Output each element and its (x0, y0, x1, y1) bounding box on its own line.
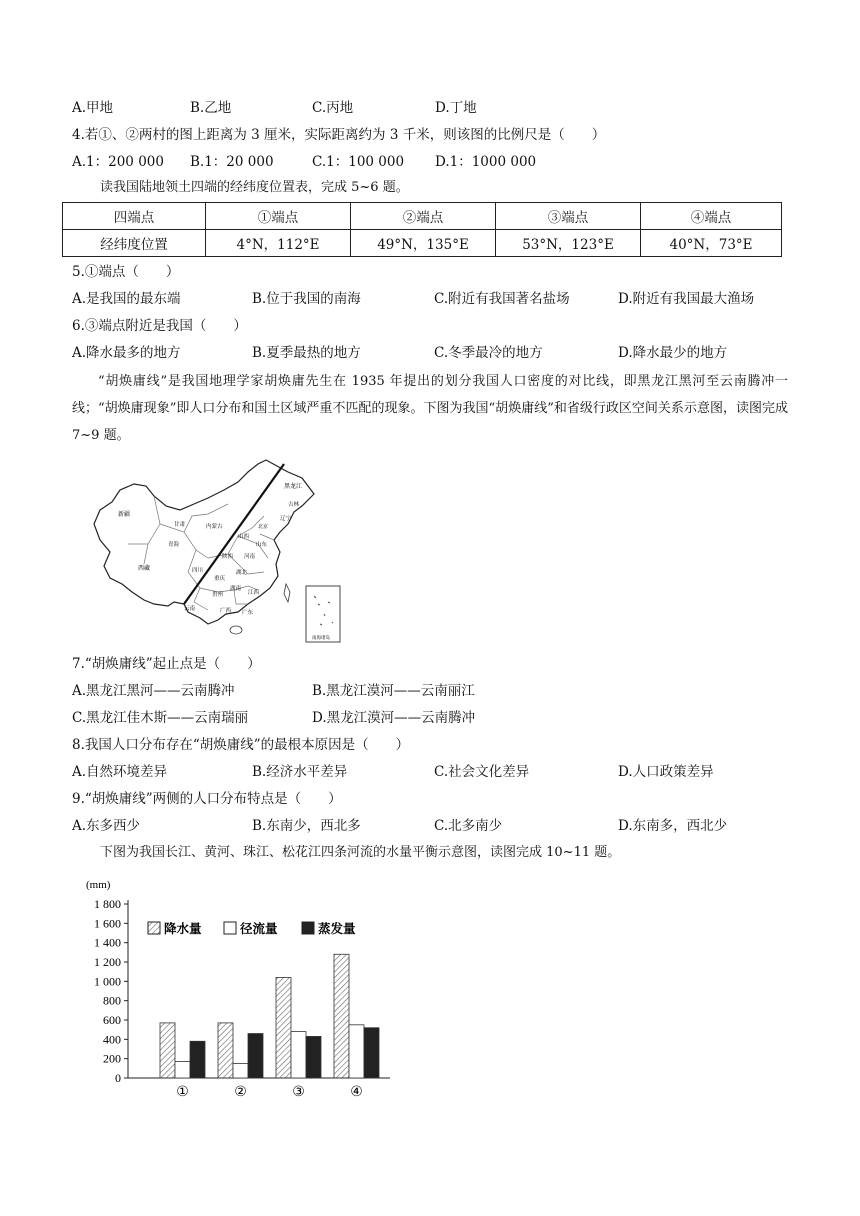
y-tick-label: 1 200 (94, 955, 121, 969)
endpoints-table (62, 202, 782, 257)
table-row (63, 230, 782, 257)
map-label: 湖南 (230, 586, 242, 592)
q9-option-b[interactable]: B.东南少，西北多 (252, 818, 361, 834)
bar-1 (160, 1023, 175, 1078)
q5-stem: 5.①端点（ ） (72, 264, 180, 280)
bar-1 (218, 1023, 233, 1078)
y-tick-label: 1 000 (94, 974, 121, 989)
q5-option-b[interactable]: B.位于我国的南海 (252, 291, 361, 307)
q6-option-c[interactable]: C.冬季最冷的地方 (434, 345, 543, 361)
q8-option-a[interactable]: A.自然环境差异 (72, 764, 168, 780)
bar-2 (233, 1064, 248, 1079)
legend-swatch (224, 922, 236, 934)
q4-option-d[interactable]: D.1：1000 000 (435, 154, 537, 170)
chart-legend (148, 921, 356, 936)
q6-stem: 6.③端点附近是我国（ ） (72, 318, 247, 334)
q9-option-a[interactable]: A.东多西少 (72, 818, 141, 834)
map-label: 山东 (256, 542, 268, 548)
bar-3 (306, 1036, 321, 1078)
q3-option-c[interactable]: C.丙地 (312, 100, 354, 116)
table-header-cell: ④端点 (641, 203, 782, 230)
map-label: 黑龙江 (284, 483, 303, 490)
intro-10-11: 下图为我国长江、黄河、珠江、松花江四条河流的水量平衡示意图，读图完成 10~11 题。 (100, 845, 621, 860)
map-label: 江西 (248, 590, 260, 596)
q8-stem: 8.我国人口分布存在“胡焕庸线”的最根本原因是（ ） (72, 737, 410, 753)
taiwan-island (284, 584, 290, 602)
hainan-island (230, 626, 242, 634)
chart-unit-label: (mm) (86, 879, 111, 891)
y-tick-label: 1 400 (94, 935, 121, 950)
nanhai-inset (306, 586, 340, 642)
bar-1 (276, 977, 291, 1078)
q7-option-a[interactable]: A.黑龙江黑河——云南腾冲 (72, 683, 235, 699)
q4-stem: 4.若①、②两村的图上距离为 3 厘米，实际距离约为 3 千米，则该图的比例尺是（ ） (72, 127, 606, 143)
table-cell: 经纬度位置 (63, 230, 206, 257)
y-tick-label: 800 (103, 993, 121, 1008)
q4-options (72, 152, 772, 172)
bar-2 (175, 1062, 190, 1078)
map-label: 河南 (244, 554, 256, 560)
map-label: 青海 (168, 542, 180, 548)
map-label: 陕西 (222, 554, 234, 560)
map-label: 山西 (238, 534, 250, 540)
bar-3 (364, 1028, 379, 1078)
q7-options-row2 (72, 708, 772, 728)
legend-label: 降水量 (164, 921, 202, 936)
map-label: 辽宁 (280, 516, 292, 522)
legend-label: 径流量 (240, 921, 278, 936)
q3-option-a[interactable]: A.甲地 (72, 100, 114, 116)
q9-options (72, 816, 772, 836)
q9-option-d[interactable]: D.东南多，西北少 (618, 818, 728, 834)
bar-2 (349, 1025, 364, 1078)
map-label: 甘肃 (174, 522, 186, 528)
map-label: 吉林 (288, 502, 300, 508)
q3-option-b[interactable]: B.乙地 (190, 100, 232, 116)
q7-option-b[interactable]: B.黑龙江漠河——云南丽江 (312, 683, 475, 699)
q5-option-d[interactable]: D.附近有我国最大渔场 (618, 291, 755, 307)
q8-option-c[interactable]: C.社会文化差异 (434, 764, 530, 780)
bar-2 (291, 1032, 306, 1078)
q4-option-c[interactable]: C.1：100 000 (312, 154, 405, 170)
q5-options (72, 289, 772, 309)
q7-option-c[interactable]: C.黑龙江佳木斯——云南瑞丽 (72, 710, 249, 726)
y-tick-label: 200 (103, 1051, 121, 1066)
table-header-row (63, 203, 782, 230)
x-tick-label: ④ (350, 1084, 363, 1100)
hu-line-map (88, 454, 342, 646)
y-tick-label: 400 (103, 1032, 121, 1047)
map-label: 北京 (258, 524, 269, 530)
water-balance-chart (72, 872, 402, 1102)
map-label: 重庆 (214, 576, 226, 582)
q6-option-b[interactable]: B.夏季最热的地方 (252, 345, 361, 361)
q3-options (72, 98, 772, 118)
x-tick-label: ① (176, 1084, 189, 1100)
q8-option-b[interactable]: B.经济水平差异 (252, 764, 348, 780)
q7-option-d[interactable]: D.黑龙江漠河——云南腾冲 (312, 710, 476, 726)
q5-option-c[interactable]: C.附近有我国著名盐场 (434, 291, 570, 307)
table-cell: 40°N，73°E (641, 230, 782, 257)
table-header-cell: ③端点 (496, 203, 641, 230)
map-label: 南海诸岛 (312, 636, 330, 641)
q8-option-d[interactable]: D.人口政策差异 (618, 764, 714, 780)
q6-option-a[interactable]: A.降水最多的地方 (72, 345, 181, 361)
q8-options (72, 762, 772, 782)
bar-1 (334, 954, 349, 1078)
map-label: 广西 (220, 608, 232, 614)
q6-option-d[interactable]: D.降水最少的地方 (618, 345, 728, 361)
q9-option-c[interactable]: C.北多南少 (434, 818, 503, 834)
y-tick-label: 1 800 (94, 897, 121, 911)
legend-label: 蒸发量 (318, 921, 356, 936)
table-header-cell: ①端点 (206, 203, 351, 230)
bar-3 (190, 1041, 205, 1078)
map-label: 广东 (242, 610, 254, 616)
x-tick-label: ② (234, 1084, 247, 1100)
table-header-cell: 四端点 (63, 203, 206, 230)
table-cell: 53°N，123°E (496, 230, 641, 257)
q4-option-a[interactable]: A.1：200 000 (72, 154, 164, 170)
map-label: 贵州 (212, 592, 224, 598)
y-tick-label: 1 600 (94, 916, 121, 931)
map-label: 西藏 (138, 565, 151, 572)
table-cell: 4°N，112°E (206, 230, 351, 257)
map-label: 湖北 (236, 570, 248, 576)
map-label: 新疆 (118, 511, 131, 518)
q4-option-b[interactable]: B.1：20 000 (190, 154, 274, 170)
table-header-cell: ②端点 (351, 203, 496, 230)
intro-5-6: 读我国陆地领土四端的经纬度位置表，完成 5~6 题。 (100, 180, 409, 195)
q7-stem: 7.“胡焕庸线”起止点是（ ） (72, 656, 261, 672)
q7-options-row1 (72, 681, 772, 701)
map-label: 四川 (192, 568, 204, 574)
q9-stem: 9.“胡焕庸线”两侧的人口分布特点是（ ） (72, 791, 342, 807)
intro-7-9: “胡焕庸线”是我国地理学家胡焕庸先生在 1935 年提出的划分我国人口密度的对比线，即黑龙江黑河至云南腾冲一线；“胡焕庸现象”即人口分布和国土区域严重不匹配的现象。下图为我国“胡焕庸线”和省级行政区空间关系示意图，读图完成 7~9 题。 (72, 374, 788, 443)
x-tick-label: ③ (292, 1084, 305, 1100)
china-outline (94, 460, 314, 624)
bar-3 (248, 1034, 263, 1078)
table-cell: 49°N，135°E (351, 230, 496, 257)
map-label: 云南 (184, 606, 196, 612)
q3-option-d[interactable]: D.丁地 (435, 100, 477, 116)
q5-option-a[interactable]: A.是我国的最东端 (72, 291, 181, 307)
legend-swatch (148, 922, 160, 934)
map-label: 内蒙古 (206, 524, 223, 530)
y-tick-label: 600 (103, 1013, 121, 1027)
q6-options (72, 343, 772, 363)
legend-swatch (302, 922, 314, 934)
y-tick-label: 0 (115, 1071, 121, 1085)
